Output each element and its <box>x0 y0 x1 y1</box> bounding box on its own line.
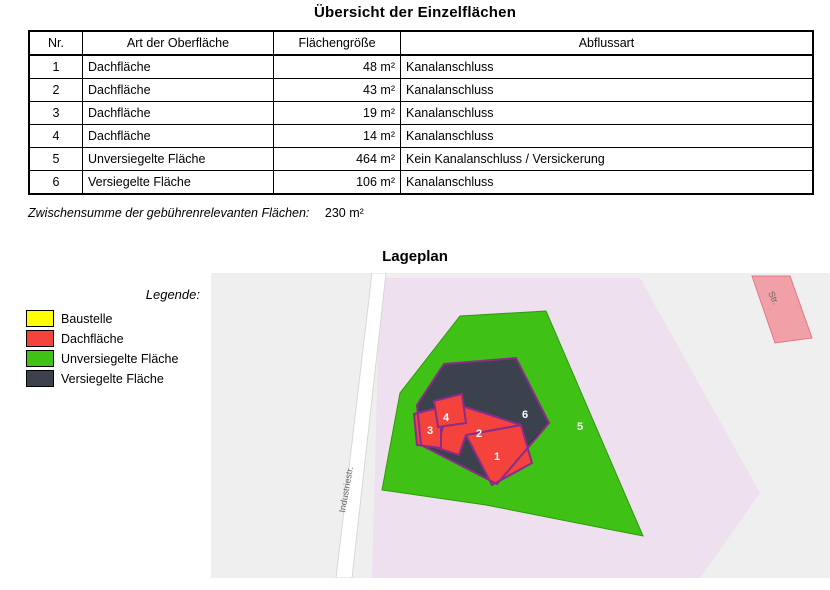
table-header-row <box>29 31 813 55</box>
map-marker-2: 2 <box>475 428 483 440</box>
cell-nr: 6 <box>29 171 83 195</box>
cell-size: 106 m² <box>274 171 401 195</box>
legend-label: Unversiegelte Fläche <box>61 351 179 366</box>
column-header-nr: Nr. <box>29 31 83 55</box>
cell-abflussart: Kanalanschluss <box>401 102 814 125</box>
cell-abflussart: Kanalanschluss <box>401 79 814 102</box>
cell-nr: 4 <box>29 125 83 148</box>
map-marker-4: 4 <box>442 412 450 424</box>
map-marker-3: 3 <box>426 425 434 437</box>
cell-nr: 2 <box>29 79 83 102</box>
street-label: Industriestr. <box>337 465 356 514</box>
legend-item-baustelle <box>26 310 216 327</box>
areas-table <box>28 30 814 195</box>
legend-label: Dachfläche <box>61 331 124 346</box>
cell-art: Dachfläche <box>83 55 274 79</box>
road-label: Str. <box>766 289 781 307</box>
subtotal-row <box>28 206 830 220</box>
plan-title: Lageplan <box>382 248 448 265</box>
legend-label: Baustelle <box>61 311 113 326</box>
map-marker-6: 6 <box>521 409 529 421</box>
cell-size: 19 m² <box>274 102 401 125</box>
legend-swatch-icon <box>26 350 54 367</box>
cell-size: 464 m² <box>274 148 401 171</box>
cell-abflussart: Kanalanschluss <box>401 171 814 195</box>
cell-abflussart: Kanalanschluss <box>401 55 814 79</box>
map-marker-5: 5 <box>576 421 584 433</box>
subtotal-label: Zwischensumme der gebührenrelevanten Flächen: <box>28 206 310 220</box>
plan-area <box>0 273 830 578</box>
cell-art: Dachfläche <box>83 102 274 125</box>
cell-size: 14 m² <box>274 125 401 148</box>
cell-size: 43 m² <box>274 79 401 102</box>
cell-art: Versiegelte Fläche <box>83 171 274 195</box>
subtotal-value: 230 m² <box>324 206 364 220</box>
areas-table-container <box>28 30 816 195</box>
legend-swatch-icon <box>26 310 54 327</box>
legend-label: Versiegelte Fläche <box>61 371 164 386</box>
table-row <box>29 55 813 79</box>
cell-nr: 3 <box>29 102 83 125</box>
column-header-abflussart: Abflussart <box>401 31 814 55</box>
legend-swatch-icon <box>26 330 54 347</box>
cell-art: Unversiegelte Fläche <box>83 148 274 171</box>
table-row <box>29 148 813 171</box>
column-header-art: Art der Oberfläche <box>83 31 274 55</box>
legend-swatch-icon <box>26 370 54 387</box>
map-canvas[interactable] <box>211 273 830 578</box>
cell-nr: 5 <box>29 148 83 171</box>
legend-title: Legende: <box>145 287 200 302</box>
legend <box>26 287 216 390</box>
legend-item-dachflaeche <box>26 330 216 347</box>
table-body <box>29 55 813 194</box>
map-marker-1: 1 <box>493 451 501 463</box>
cell-abflussart: Kein Kanalanschluss / Versickerung <box>401 148 814 171</box>
legend-item-versiegelte-flaeche <box>26 370 216 387</box>
table-row <box>29 102 813 125</box>
table-row <box>29 171 813 195</box>
area-4-dachflaeche[interactable] <box>434 394 466 427</box>
cell-size: 48 m² <box>274 55 401 79</box>
table-row <box>29 125 813 148</box>
cell-abflussart: Kanalanschluss <box>401 125 814 148</box>
cell-art: Dachfläche <box>83 125 274 148</box>
table-header <box>29 31 813 55</box>
cell-nr: 1 <box>29 55 83 79</box>
table-row <box>29 79 813 102</box>
legend-item-unversiegelte-flaeche <box>26 350 216 367</box>
page-title: Übersicht der Einzelflächen <box>313 4 517 21</box>
cell-art: Dachfläche <box>83 79 274 102</box>
column-header-size: Flächengröße <box>274 31 401 55</box>
